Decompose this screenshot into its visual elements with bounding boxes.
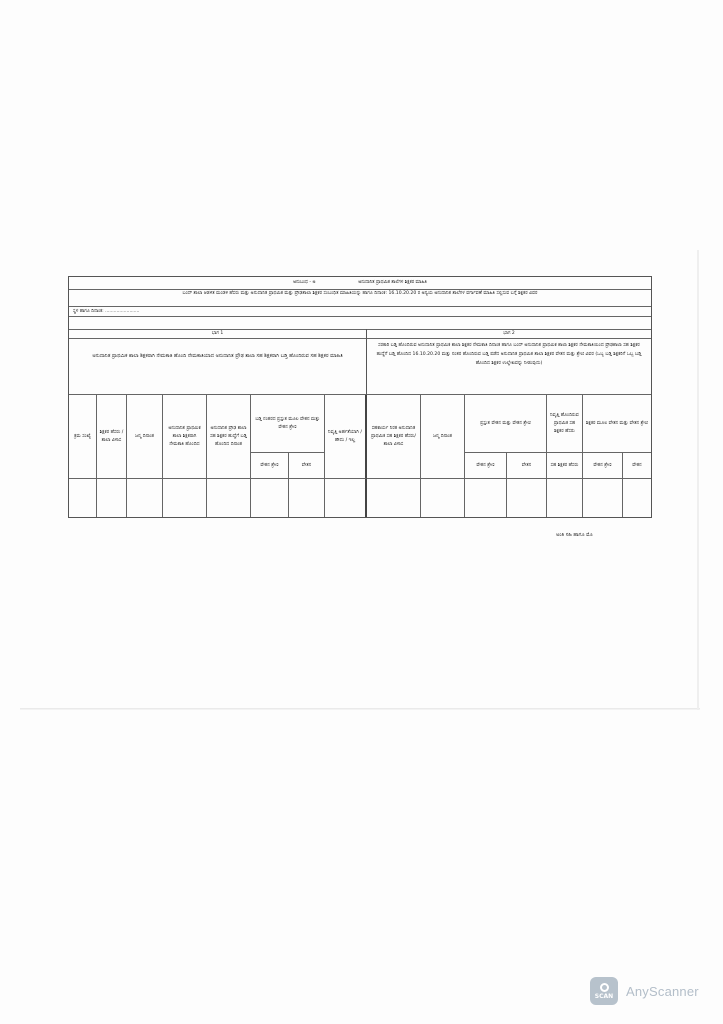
- col-teacher-name: ಶಿಕ್ಷಕರ ಹೆಸರು / ಶಾಲಾ ವಿಳಾಸ: [97, 395, 127, 479]
- data-cell: [367, 479, 421, 517]
- data-cell: [69, 479, 97, 517]
- form-title: ಅನುದಾನಿತ ಪ್ರಾಥಮಿಕ ಶಾಲೆಗಳ ಶಿಕ್ಷಕರ ಮಾಹಿತಿ: [358, 280, 427, 285]
- data-cell: [325, 479, 367, 517]
- col-teacher-pay-group: ಶಿಕ್ಷಕರ ಮೂಲ ವೇತನ ಮತ್ತು ವೇತನ ಶ್ರೇಣಿ: [583, 395, 651, 453]
- col-part2-teacher: ಸಹಕಾರ್ಯ ನಿರತ ಅನುದಾನಿತ ಪ್ರಾಥಮಿಕ ಸಹ ಶಿಕ್ಷಕರ ಹೆಸರು/ಶಾಲಾ ವಿಳಾಸ: [367, 395, 421, 479]
- col-serial: ಕ್ರಮ ಸಂಖ್ಯೆ: [69, 395, 97, 479]
- col-primary-appointment: ಅನುದಾನಿತ ಪ್ರಾಥಮಿಕ ಶಾಲಾ ಶಿಕ್ಷಕರಾಗಿ ನೇಮಕಾತಿ ಹೊಂದಿದ: [163, 395, 207, 479]
- part2-label: ಭಾಗ 2: [367, 329, 651, 339]
- data-cell: [289, 479, 325, 517]
- part1-description: ಅನುದಾನಿತ ಪ್ರಾಥಮಿಕ ಶಾಲಾ ಶಿಕ್ಷಕರಾಗಿ ನೇಮಕಾತಿ ಹೊಂದಿ ನೇಮಕಾತಿಯಾದ ಅನುದಾನಿತ ಪ್ರೌಢ ಶಾಲಾ ಸಹ ಶಿಕ್ಷಕರಾಗಿ ಬಡ್ತಿ ಹೊಂದಿರುವ ಸಹ ಶಿಕ್ಷಕರ ಮಾಹಿತಿ: [69, 339, 367, 395]
- data-cell: [127, 479, 163, 517]
- scan-logo-text: SCAN: [594, 992, 614, 1000]
- intro-text: ಬಂದ್‌ ಶಾಲಾ ಆಡಳಿತ ಮಂಡಳಿ ಹೆಸರು ಮತ್ತು ಅನುದಾನಿತ ಪ್ರಾಥಮಿಕ ಮತ್ತು ಪ್ರೌಢಶಾಲಾ ಶಿಕ್ಷಕರ ಸಂಬಂಧಿತ ಮಾಹಿತಿಯನ್ನು ಹಾಗೂ ದಿನಾಂಕ: 16.10.20.20 ರ ಅನ್ವಯ ಅನುದಾನಿತ ಶಾಲೆಗಳ ವರ್ಗಾವಣೆ ಮಾಹಿತಿ ಸಲ್ಲಿಸುವ ಬಗ್ಗೆ ಶಿಕ್ಷಕರ ವಿವರ: [69, 289, 651, 307]
- scan-right-edge: [697, 250, 699, 710]
- form-table: [68, 276, 652, 518]
- annex-label: ಅನುಬಂಧ - ಅ: [293, 280, 316, 285]
- data-cell: [507, 479, 547, 517]
- scan-logo-icon: [590, 977, 618, 1005]
- data-cell: [547, 479, 583, 517]
- col-hs-promotion: ಅನುದಾನಿತ ಪ್ರೌಢ ಶಾಲಾ ಸಹ ಶಿಕ್ಷಕರ ಹುದ್ದೆಗೆ ಬಡ್ತಿ ಹೊಂದಿದ ದಿನಾಂಕ: [207, 395, 251, 479]
- data-cell: [465, 479, 507, 517]
- col-pay-group: ಬಡ್ತಿ ನಂತರದ ಪ್ರಸ್ತುತ ಮೂಲ ವೇತನ ಮತ್ತು ವೇತನ ಶ್ರೇಣಿ: [251, 395, 325, 453]
- col-retirement: ನಿವೃತ್ತಿ ಅರ್ಹತೆಯಾಗಿ / ಹೌದು / ಇಲ್ಲ: [325, 395, 367, 479]
- date-label: ಸ್ಥಳ ಹಾಗೂ ದಿನಾಂಕ: ........................: [69, 307, 651, 317]
- data-cell: [623, 479, 651, 517]
- col-pay-scale-c: ವೇತನ ಶ್ರೇಣಿ: [583, 453, 623, 479]
- data-cell: [97, 479, 127, 517]
- watermark-brand: AnyScanner: [626, 983, 699, 999]
- data-cell: [163, 479, 207, 517]
- col-retirement-b: ನಿವೃತ್ತಿ ಹೊಂದಿರುವ ಪ್ರಾಥಮಿಕ ಸಹ ಶಿಕ್ಷಕರ ಹೆಸರು: [547, 395, 583, 453]
- col-sub-teacher: ಸಹ ಶಿಕ್ಷಕರ ಹೆಸರು: [547, 453, 583, 479]
- col-dob: ಜನ್ಮ ದಿನಾಂಕ: [127, 395, 163, 479]
- col-current-pay-group: ಪ್ರಸ್ತುತ ವೇತನ ಮತ್ತು ವೇತನ ಶ್ರೇಣಿ: [465, 395, 547, 453]
- col-pay-b: ವೇತನ: [507, 453, 547, 479]
- signature-label: ಅಂತಿ ಸಹಿ ಹಾಗೂ ಮೊ: [556, 532, 593, 538]
- col-pay-scale-b: ವೇತನ ಶ್ರೇಣಿ: [465, 453, 507, 479]
- col-part2-dob: ಜನ್ಮ ದಿನಾಂಕ: [421, 395, 465, 479]
- data-cell: [251, 479, 289, 517]
- col-pay-scale: ವೇತನ ಶ್ರೇಣಿ: [251, 453, 289, 479]
- data-cell: [583, 479, 623, 517]
- data-cell: [421, 479, 465, 517]
- scanner-watermark: [590, 976, 699, 1006]
- part1-label: ಭಾಗ 1: [69, 329, 367, 339]
- col-pay-c: ವೇತನ: [623, 453, 651, 479]
- data-cell: [207, 479, 251, 517]
- scan-bottom-edge: [20, 708, 700, 710]
- col-pay: ವೇತನ: [289, 453, 325, 479]
- part2-description: ಸರಕಾರಿ ಬಡ್ತಿ ಹೊಂದಿರುವ ಅನುದಾನಿತ ಪ್ರಾಥಮಿಕ ಶಾಲಾ ಶಿಕ್ಷಕರ ನೇಮಕಾತಿ ದಿನಾಂಕ ಹಾಗೂ ಬಂದ್‌ ಅನುದಾನಿತ ಪ್ರಾಥಮಿಕ ಶಾಲಾ ಶಿಕ್ಷಕರ ನೇಮಕಾತಿಯಿಂದ ಪ್ರೌಢಶಾಲಾ ಸಹ ಶಿಕ್ಷಕರ ಹುದ್ದೆಗೆ ಬಡ್ತಿ ಹೊಂದಿದ 16.10.20.20 ಮತ್ತು ನಂತರ ಹೊಂದಿರುವ ಬಡ್ತಿ ಪಡೆದ ಅನುದಾನಿತ ಪ್ರಾಥಮಿಕ ಶಾಲಾ ಶಿಕ್ಷಕರ ವೇತನ ಮತ್ತು ಶ್ರೇಣಿ ವಿವರ (ಒಬ್ಬ ಬಡ್ತಿ ಶಿಕ್ಷಕರಿಗೆ ಒಬ್ಬ ಬಡ್ತಿ ಹೊಂದಿದ ಶಿಕ್ಷಕರ ಉಲ್ಲೇಖವನ್ನು ನೀಡುವುದು): [367, 339, 651, 395]
